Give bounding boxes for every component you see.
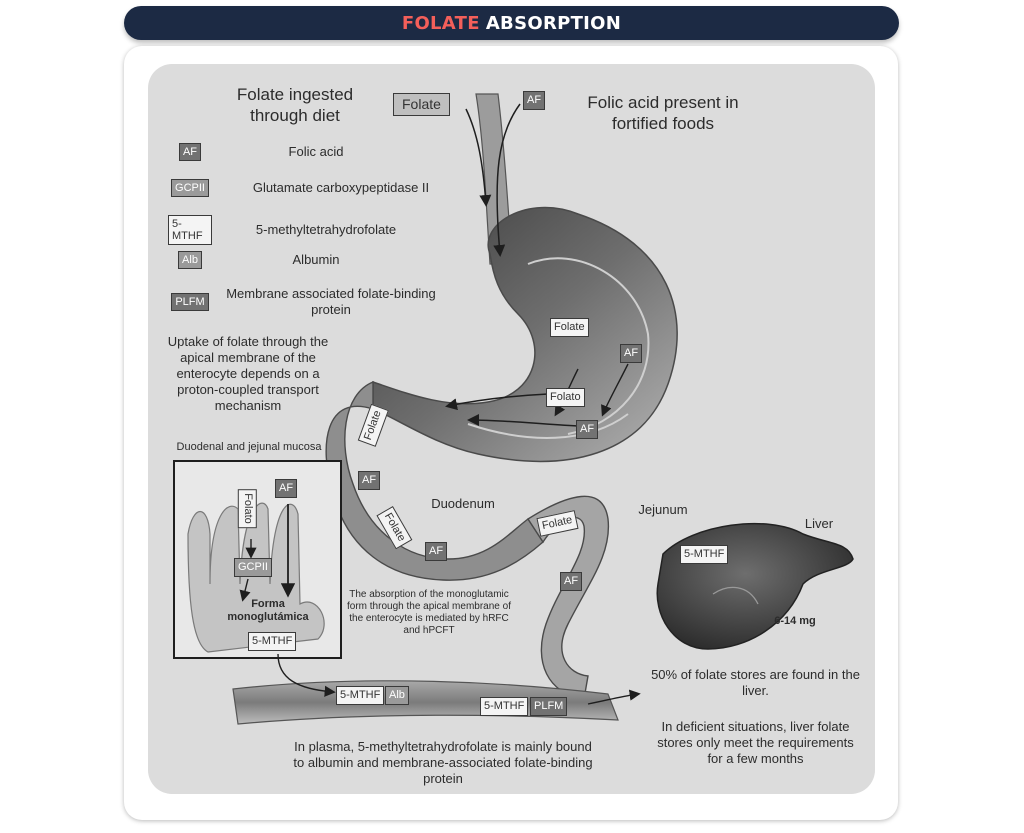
legend-row-mthf (168, 215, 468, 245)
tag-gcpii-hand: GCPII (234, 558, 272, 577)
legend-row-gcpii (168, 179, 488, 197)
liver-amount: 6-14 mg (774, 615, 816, 627)
tag-mthf-hand: 5-MTHF (248, 632, 296, 651)
tag-plfm-vessel: PLFM (530, 697, 567, 716)
tag-af-stomach-2: AF (576, 420, 598, 439)
title-accent: FOLATE (401, 12, 480, 34)
legend-desc-alb: Albumin (292, 252, 340, 267)
legend-desc-af: Folic acid (288, 144, 344, 159)
legend-desc-plfm: Membrane associated folate-binding protein (226, 286, 436, 317)
legend-desc-gcpii: Glutamate carboxypeptidase II (252, 180, 430, 195)
legend-row-af (168, 143, 458, 161)
tag-folate-duodenum-2: Folate (376, 506, 412, 549)
duodenum-label: Duodenum (431, 496, 495, 511)
absorption-text: The absorption of the monoglutamic form through the apical membrane of the enterocyte is mediated by hRFC and hPCFT (347, 589, 511, 636)
uptake-text: Uptake of folate through the apical membrane of the enterocyte depends on a proton-coupled transport mechanism (167, 334, 329, 413)
tag-folate-top: Folate (393, 93, 450, 116)
tag-folato-hand: Folato (238, 489, 257, 528)
tag-folate-duodenum-1: Folate (358, 404, 389, 447)
jejunum-label: Jejunum (638, 502, 688, 517)
tag-af-top: AF (523, 91, 545, 110)
tag-mthf-liver: 5-MTHF (680, 545, 728, 564)
liver-label: Liver (804, 516, 834, 531)
tag-folate-jejunum: Folate (536, 510, 578, 537)
tag-folato-stomach: Folato (546, 388, 585, 407)
legend-row-plfm (168, 286, 488, 318)
tag-af-stomach-1: AF (620, 344, 642, 363)
plasma-text: In plasma, 5-methyltetrahydrofolate is mainly bound to albumin and membrane-associated folate-binding protein (293, 739, 593, 786)
tag-af-duodenum-2: AF (425, 542, 447, 561)
mucosa-text: Duodenal and jejunal mucosa (176, 441, 322, 453)
legend-key-gcpii: GCPII (171, 179, 209, 197)
tag-mthf-vessel-1: 5-MTHF (336, 686, 384, 705)
liver-stores-text: 50% of folate stores are found in the liver. (651, 667, 860, 698)
deficient-text: In deficient situations, liver folate stores only meet the requirements for a few months (657, 719, 854, 766)
title-main: ABSORPTION (485, 12, 622, 34)
legend-row-alb (168, 251, 458, 269)
tag-folate-stomach: Folate (550, 318, 589, 337)
legend-key-alb: Alb (178, 251, 202, 269)
legend-desc-mthf: 5-methyltetrahydrofolate (255, 222, 397, 237)
tag-af-hand: AF (275, 479, 297, 498)
liver-shape (657, 524, 853, 649)
tag-af-jejunum: AF (560, 572, 582, 591)
tag-af-duodenum-1: AF (358, 471, 380, 490)
forma-text: Forma monoglutámica (227, 598, 309, 623)
fortified-text: Folic acid present in fortified foods (587, 93, 739, 133)
legend-key-plfm: PLFM (171, 293, 208, 311)
tag-alb-vessel: Alb (385, 686, 409, 705)
tag-mthf-vessel-2: 5-MTHF (480, 697, 528, 716)
title-bar (124, 6, 899, 40)
diagram-panel (148, 64, 875, 794)
legend-key-af: AF (179, 143, 201, 161)
ingested-text: Folate ingested through diet (236, 85, 354, 125)
legend-key-mthf: 5-MTHF (168, 215, 212, 245)
